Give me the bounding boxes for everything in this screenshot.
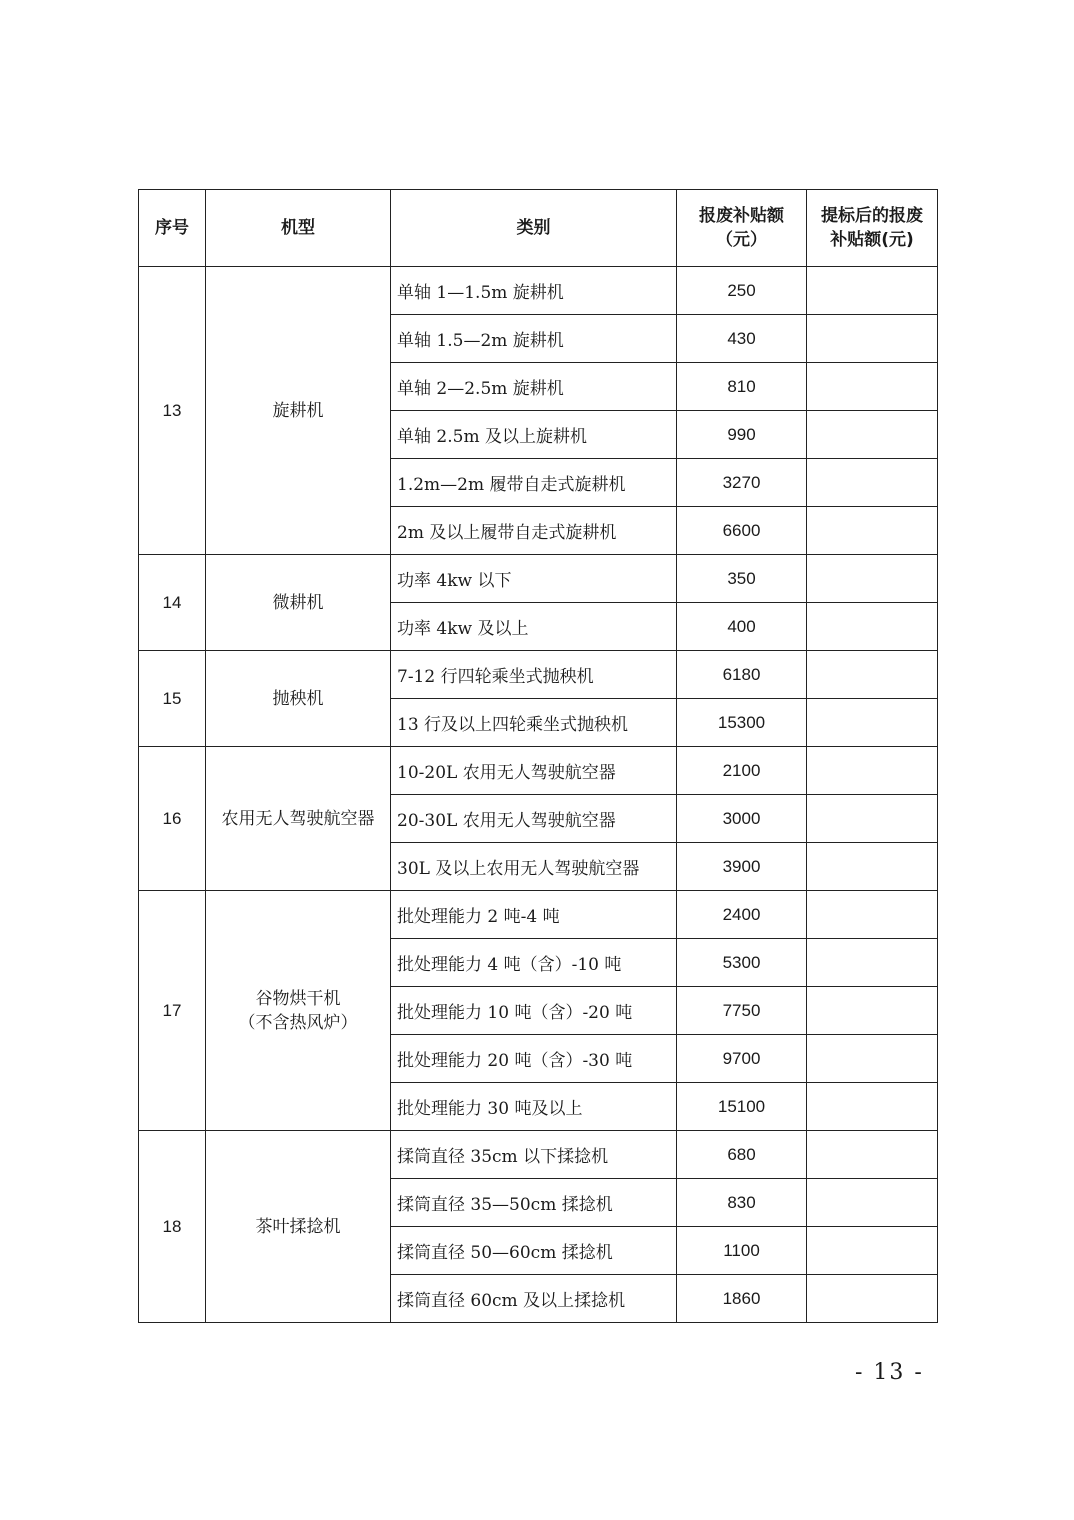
category-cell: 2m 及以上履带自走式旋耕机 xyxy=(391,507,677,555)
raised-amount-cell xyxy=(807,363,938,411)
raised-amount-cell xyxy=(807,267,938,315)
model-cell xyxy=(206,651,391,747)
model-cell xyxy=(206,891,391,1131)
header-amount-line1: 报废补贴额 xyxy=(699,206,784,226)
amount-cell: 3900 xyxy=(677,843,807,891)
amount-cell: 400 xyxy=(677,603,807,651)
seq-cell: 16 xyxy=(139,747,206,891)
subsidy-table xyxy=(138,189,938,1323)
amount-cell: 3270 xyxy=(677,459,807,507)
raised-amount-cell xyxy=(807,603,938,651)
category-cell: 功率 4kw 以下 xyxy=(391,555,677,603)
category-cell: 揉筒直径 60cm 及以上揉捻机 xyxy=(391,1275,677,1323)
amount-cell: 6180 xyxy=(677,651,807,699)
amount-cell: 350 xyxy=(677,555,807,603)
category-cell: 揉筒直径 35—50cm 揉捻机 xyxy=(391,1179,677,1227)
category-cell: 批处理能力 20 吨（含）-30 吨 xyxy=(391,1035,677,1083)
amount-cell: 15100 xyxy=(677,1083,807,1131)
amount-cell: 810 xyxy=(677,363,807,411)
model-cell xyxy=(206,1131,391,1323)
header-raised-line1: 提标后的报废 xyxy=(821,206,923,226)
raised-amount-cell xyxy=(807,987,938,1035)
model-name-line: （不含热风炉） xyxy=(238,1012,358,1033)
header-seq: 序号 xyxy=(139,190,206,267)
raised-amount-cell xyxy=(807,507,938,555)
seq-cell: 18 xyxy=(139,1131,206,1323)
raised-amount-cell xyxy=(807,1131,938,1179)
table-row xyxy=(139,1131,938,1179)
seq-cell: 17 xyxy=(139,891,206,1131)
category-cell: 7-12 行四轮乘坐式抛秧机 xyxy=(391,651,677,699)
raised-amount-cell xyxy=(807,795,938,843)
model-cell xyxy=(206,267,391,555)
category-cell: 揉筒直径 35cm 以下揉捻机 xyxy=(391,1131,677,1179)
raised-amount-cell xyxy=(807,1035,938,1083)
category-cell: 13 行及以上四轮乘坐式抛秧机 xyxy=(391,699,677,747)
category-cell: 批处理能力 10 吨（含）-20 吨 xyxy=(391,987,677,1035)
category-cell: 20-30L 农用无人驾驶航空器 xyxy=(391,795,677,843)
category-cell: 批处理能力 2 吨-4 吨 xyxy=(391,891,677,939)
category-cell: 10-20L 农用无人驾驶航空器 xyxy=(391,747,677,795)
model-cell xyxy=(206,747,391,891)
header-raised-line2: 补贴额(元) xyxy=(830,230,914,250)
raised-amount-cell xyxy=(807,651,938,699)
page-number: - 13 - xyxy=(855,1360,924,1385)
table-row xyxy=(139,891,938,939)
raised-amount-cell xyxy=(807,891,938,939)
seq-cell: 15 xyxy=(139,651,206,747)
raised-amount-cell xyxy=(807,843,938,891)
amount-cell: 990 xyxy=(677,411,807,459)
model-name-line: 抛秧机 xyxy=(272,688,324,709)
amount-cell: 2100 xyxy=(677,747,807,795)
raised-amount-cell xyxy=(807,459,938,507)
amount-cell: 680 xyxy=(677,1131,807,1179)
header-amount-line2: （元） xyxy=(716,230,767,250)
amount-cell: 6600 xyxy=(677,507,807,555)
raised-amount-cell xyxy=(807,699,938,747)
amount-cell: 2400 xyxy=(677,891,807,939)
table-row xyxy=(139,267,938,315)
table-header-row xyxy=(139,190,938,267)
category-cell: 单轴 2.5m 及以上旋耕机 xyxy=(391,411,677,459)
category-cell: 单轴 1—1.5m 旋耕机 xyxy=(391,267,677,315)
model-name-line: 谷物烘干机 xyxy=(255,988,341,1009)
model-cell xyxy=(206,555,391,651)
model-name-line: 旋耕机 xyxy=(272,400,324,421)
amount-cell: 5300 xyxy=(677,939,807,987)
raised-amount-cell xyxy=(807,1275,938,1323)
seq-cell: 13 xyxy=(139,267,206,555)
amount-cell: 1100 xyxy=(677,1227,807,1275)
table-body xyxy=(139,267,938,1323)
raised-amount-cell xyxy=(807,555,938,603)
category-cell: 1.2m—2m 履带自走式旋耕机 xyxy=(391,459,677,507)
header-raised-amount xyxy=(807,190,938,267)
amount-cell: 15300 xyxy=(677,699,807,747)
category-cell: 30L 及以上农用无人驾驶航空器 xyxy=(391,843,677,891)
category-cell: 功率 4kw 及以上 xyxy=(391,603,677,651)
amount-cell: 430 xyxy=(677,315,807,363)
table-row xyxy=(139,555,938,603)
amount-cell: 9700 xyxy=(677,1035,807,1083)
amount-cell: 250 xyxy=(677,267,807,315)
amount-cell: 1860 xyxy=(677,1275,807,1323)
raised-amount-cell xyxy=(807,411,938,459)
amount-cell: 7750 xyxy=(677,987,807,1035)
raised-amount-cell xyxy=(807,747,938,795)
category-cell: 批处理能力 4 吨（含）-10 吨 xyxy=(391,939,677,987)
raised-amount-cell xyxy=(807,1179,938,1227)
header-model: 机型 xyxy=(206,190,391,267)
seq-cell: 14 xyxy=(139,555,206,651)
category-cell: 单轴 1.5—2m 旋耕机 xyxy=(391,315,677,363)
model-name-line: 微耕机 xyxy=(272,592,324,613)
raised-amount-cell xyxy=(807,315,938,363)
header-amount xyxy=(677,190,807,267)
model-name-line: 农用无人驾驶航空器 xyxy=(221,808,375,829)
table-row xyxy=(139,747,938,795)
category-cell: 揉筒直径 50—60cm 揉捻机 xyxy=(391,1227,677,1275)
raised-amount-cell xyxy=(807,939,938,987)
table-row xyxy=(139,651,938,699)
category-cell: 批处理能力 30 吨及以上 xyxy=(391,1083,677,1131)
amount-cell: 3000 xyxy=(677,795,807,843)
model-name-line: 茶叶揉捻机 xyxy=(255,1216,341,1237)
amount-cell: 830 xyxy=(677,1179,807,1227)
header-category: 类别 xyxy=(391,190,677,267)
raised-amount-cell xyxy=(807,1083,938,1131)
raised-amount-cell xyxy=(807,1227,938,1275)
category-cell: 单轴 2—2.5m 旋耕机 xyxy=(391,363,677,411)
